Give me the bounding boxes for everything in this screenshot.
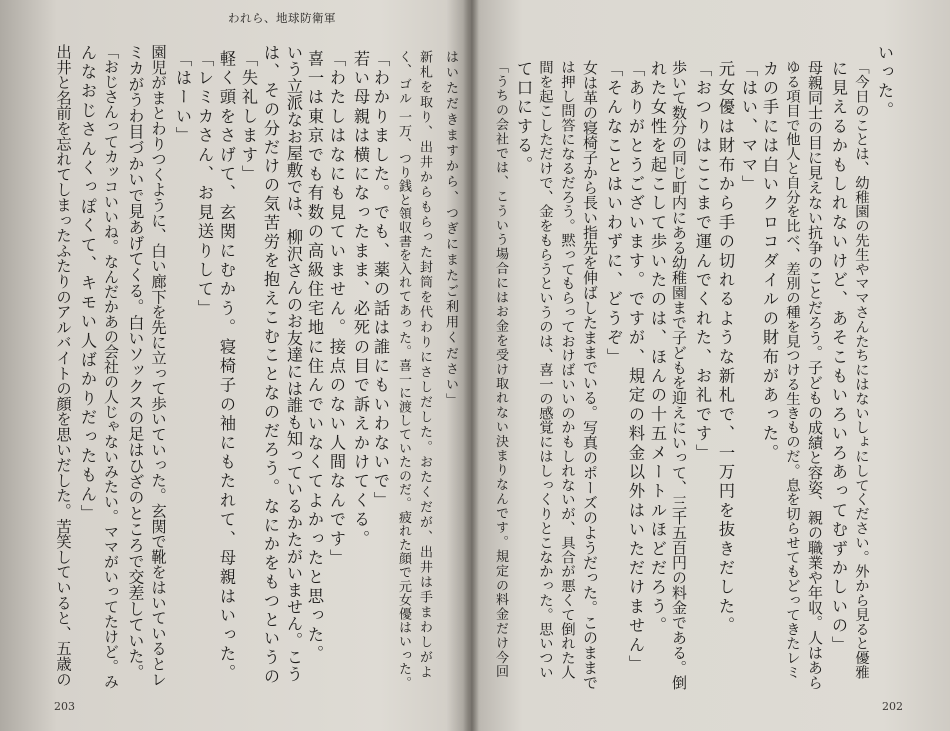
left-page-text-line: く、ゴル 一万、つり銭と領収書を入れてあった。喜一に渡していたのだ。疲れた顔で元女優はいった。 — [396, 50, 411, 690]
right-page-text-line: いった。 — [875, 44, 894, 121]
left-page-text-line: 「はーい」 — [173, 50, 192, 146]
left-page-text-line: 新札を取り、出井からもらった封筒を代わりにさしだした。おたくだが、出井は手まわしがよ — [417, 50, 432, 680]
left-page-text-line: 「わたしはなにも見ていません。接点のない人間なんです」 — [327, 50, 346, 569]
right-page-text-line: て口にする。 — [514, 60, 533, 176]
left-page-text-line: 出井と名前を忘れてしまったふたりのアルバイトの顔を思いだした。苦笑していると、五歳の — [54, 44, 72, 687]
left-page-text-line: 「失礼します」 — [239, 50, 258, 185]
right-page-text-line: 「うちの会社では、こういう場合にはお金を受け取れない決まりなんです。規定の料金だけ今回 — [493, 60, 508, 680]
right-page-text-line: ゆる項目で他人と自分を比べ、差別の種を見つける生きものだ。息を切らせてもどってきたレミ — [784, 60, 800, 680]
right-page-text-line: 「そんなことはいわずに、どうぞ」 — [604, 60, 623, 368]
right-page-text-line: カの手には白いクロコダイルの財布があった。 — [760, 60, 779, 464]
right-page-text-line: 「おつりはここまで運んでくれた、お礼です」 — [693, 60, 712, 464]
left-page-text-line: 若い母親は横になったまま、必死の目で訴えかけてくる。 — [351, 50, 370, 550]
page-number-right: 202 — [882, 700, 903, 713]
page-number-left: 203 — [54, 700, 75, 713]
right-page-text-line: 「今日のことは、幼稚園の先生やママさんたちにはないしょにしてください。外から見ると優雅 — [853, 60, 869, 680]
left-page-text-line: はいただきますから、つぎにまたご利用ください」 — [443, 50, 458, 409]
left-page-text-line: 軽く頭をさげて、玄関にむかう。寝椅子の袖にもたれて、母親はいった。 — [217, 50, 236, 684]
right-page-text-line: に見えるかもしれないけど、あそこもいろいろあってむずかしいの」 — [829, 60, 848, 656]
left-page-text-line: 「レミカさん、お見送りして」 — [195, 50, 214, 319]
left-page-text-line: んなおじさんくっぽくて、キモい人ばかりだったもん」 — [78, 44, 97, 524]
left-page-text-line: 「おじさんってカッコいいね。なんだかあの会社の人じゃないみたい。ママがいってたけど。み — [102, 44, 120, 689]
right-page-text-line: 女は革の寝椅子から長い指先を伸ばしたままでいる。写真のポーズのようだった。このままで — [581, 60, 599, 690]
left-page-text-line: 園児がまとわりつくように、白い廊下を先に立って歩いていった。玄関で靴をはいているとレ — [149, 44, 167, 687]
right-page-text-line: れた女性を起こして歩いたのは、ほんの十五メートルほどだろう。 — [648, 60, 667, 636]
right-page-text-line: 「ありがとうございます。ですが、規定の料金以外はいただけません」 — [626, 60, 645, 675]
right-page-text-line: 「はい、ママ」 — [739, 60, 758, 195]
right-page-text-line: 母親同士の目に見えない抗争のことだろう。子どもの成績と容姿、親の職業や年収。人はあら — [806, 60, 824, 690]
right-page-text-line: 元女優は財布から手の切れるような新札で、一万円を抜きだした。 — [716, 60, 735, 636]
right-page-text-line: 歩いて数分の同じ町内にある幼稚園まで子どもを迎えにいって、三千五百円の料金である。倒 — [670, 60, 688, 690]
left-page — [0, 0, 470, 731]
left-page-text-line: いう立派なお屋敷では、柳沢さんのお友達には誰も知っているかたがいません。こう — [284, 44, 303, 683]
right-page-text-line: は押し問答になるだろう。黙ってもらっておけばいいのかもしれないが、具合が悪くて倒れた人 — [559, 60, 575, 680]
left-page-text-line: 「わかりました。でも、薬の話は誰にもいわないで」 — [371, 50, 390, 511]
left-page-text-line: は、その分だけの気苦労を抱えこむことなのだろう。なにかをもつというの — [261, 44, 280, 687]
right-page-text-line: 間を起こしただけで、金をもらうというのは、喜一の感覚にはしっくりとこなかった。思いつい — [537, 60, 553, 680]
right-page — [478, 0, 950, 731]
running-header: われら、地球防衛軍 — [228, 11, 336, 25]
left-page-text-line: ミカがうわ目づかいで見あげてくる。白いソックスの足はひざのところで交差していた。 — [126, 44, 145, 680]
left-page-text-line: 喜一は東京でも有数の高級住宅地に住んでいなくてよかったと思った。 — [305, 50, 324, 665]
